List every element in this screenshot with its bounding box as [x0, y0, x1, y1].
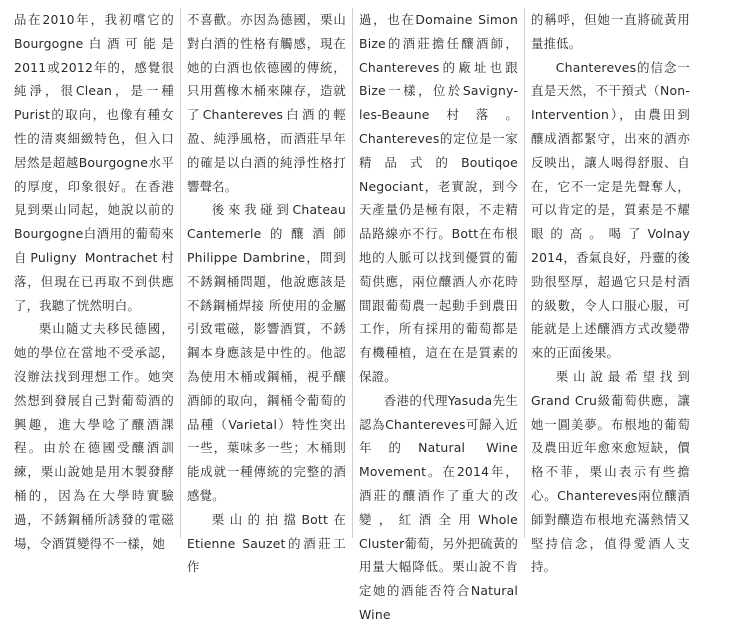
paragraph: 栗山的拍擋Bott在Etienne Sauzet的酒莊工作: [187, 511, 346, 575]
text-column-3: [352, 8, 524, 622]
text-column-1: [8, 8, 180, 551]
text-column-4: [524, 8, 696, 575]
paragraph: 後來我碰到Chateau Cantemerle的釀酒師Philippe Dambrine，問到不銹鋼桶問題，他說應該是不銹鋼桶焊接 所使用的金屬引致電磁，影響酒質，不銹鋼本身應該是中性的。他認為使用木桶或鋼桶，視乎釀酒師的取向，鋼桶令葡萄的品種（Varietal）特性突出一些，葉味多一些；木桶則能成就一種傳統的完整的酒感覺。: [187, 202, 346, 503]
paragraph: 香港的代理Yasuda先生認為Chantereves可歸入近年的Natural Wine Movement。在2014年，酒莊的釀酒作了重大的改變，紅酒全用Whole Cluster葡萄，另外把硫黃的用量大幅降低。栗山說不肯定她的酒能否符合Natural Wine: [359, 392, 518, 622]
paragraph: 不喜歡。亦因為德國，栗山對白酒的性格有觸感，現在她的白酒也依德國的傳統，只用舊橡木桶來陳存，造就了Chantereves白酒的輕盈、純淨風格，而酒莊早年的確是以白酒的純淨性格打響聲名。: [187, 12, 346, 194]
paragraph: Chantereves的信念一直是天然，不干預式（Non-Intervention），由農田到釀成酒都緊守，出來的酒亦反映出，讓人喝得舒服、自在，它不一定是先聲奪人，可以肯定的是，質素是不耀眼的高。喝了Volnay 2014，香氣良好，丹靈的後勁很堅厚，超過它只是村酒的級數，令人口服心服，可能就是上述釀酒方式改變帶來的正面後果。: [531, 59, 690, 361]
paragraph: 品在2010年，我初嚐它的Bourgogne白酒可能是2011或2012年的，感覺很純淨，很Clean，是一種Purist的取向，也像有種女性的清爽細緻特色，但入口居然是超越Bourgogne水平的厚度，印象很好。在香港見到栗山同起，她說以前的Bourgogne白酒用的葡萄來自Puligny Montrachet村落，但現在已再取不到供應了，我聽了恍然明白。: [14, 12, 174, 313]
paragraph: 的稱呼，但她一直將硫黃用量推低。: [531, 12, 690, 51]
paragraph: 過，也在Domaine Simon Bize的酒莊擔任釀酒師，Chantereves的廠址也跟Bize一樣，位於Savigny-les-Beaune村落。Chantereves的定位是一家精品式的Boutiqoe Negociant，老實說，到今天產量仍是極有限，不走精品路線亦不行。Bott在布根地的人脈可以找到優質的葡萄供應，兩位釀酒人亦花時間跟葡萄農一起動手到農田工作，所有採用的葡萄都是有機種植，這在在是質素的保證。: [359, 12, 518, 384]
text-column-2: [180, 8, 352, 575]
paragraph: 栗山隨丈夫移民德國，她的學位在當地不受承認，沒辦法找到理想工作。她突然想到發展自己對葡萄酒的興趣，進大學唸了釀酒課程。由於在德國受釀酒訓練，栗山說她是用木製發酵桶的，因為在大學時實驗過，不銹鋼桶所誘發的電磁場，令酒質變得不一樣，她: [14, 321, 174, 551]
paragraph: 栗山說最希望找到Grand Cru級葡萄供應，讓她一圓美夢。布根地的葡萄及農田近年愈來愈短缺，價格不菲，栗山表示有些擔心。Chantereves兩位釀酒師對釀造布根地充滿熱情又堅持信念，值得愛酒人支持。: [531, 368, 690, 575]
